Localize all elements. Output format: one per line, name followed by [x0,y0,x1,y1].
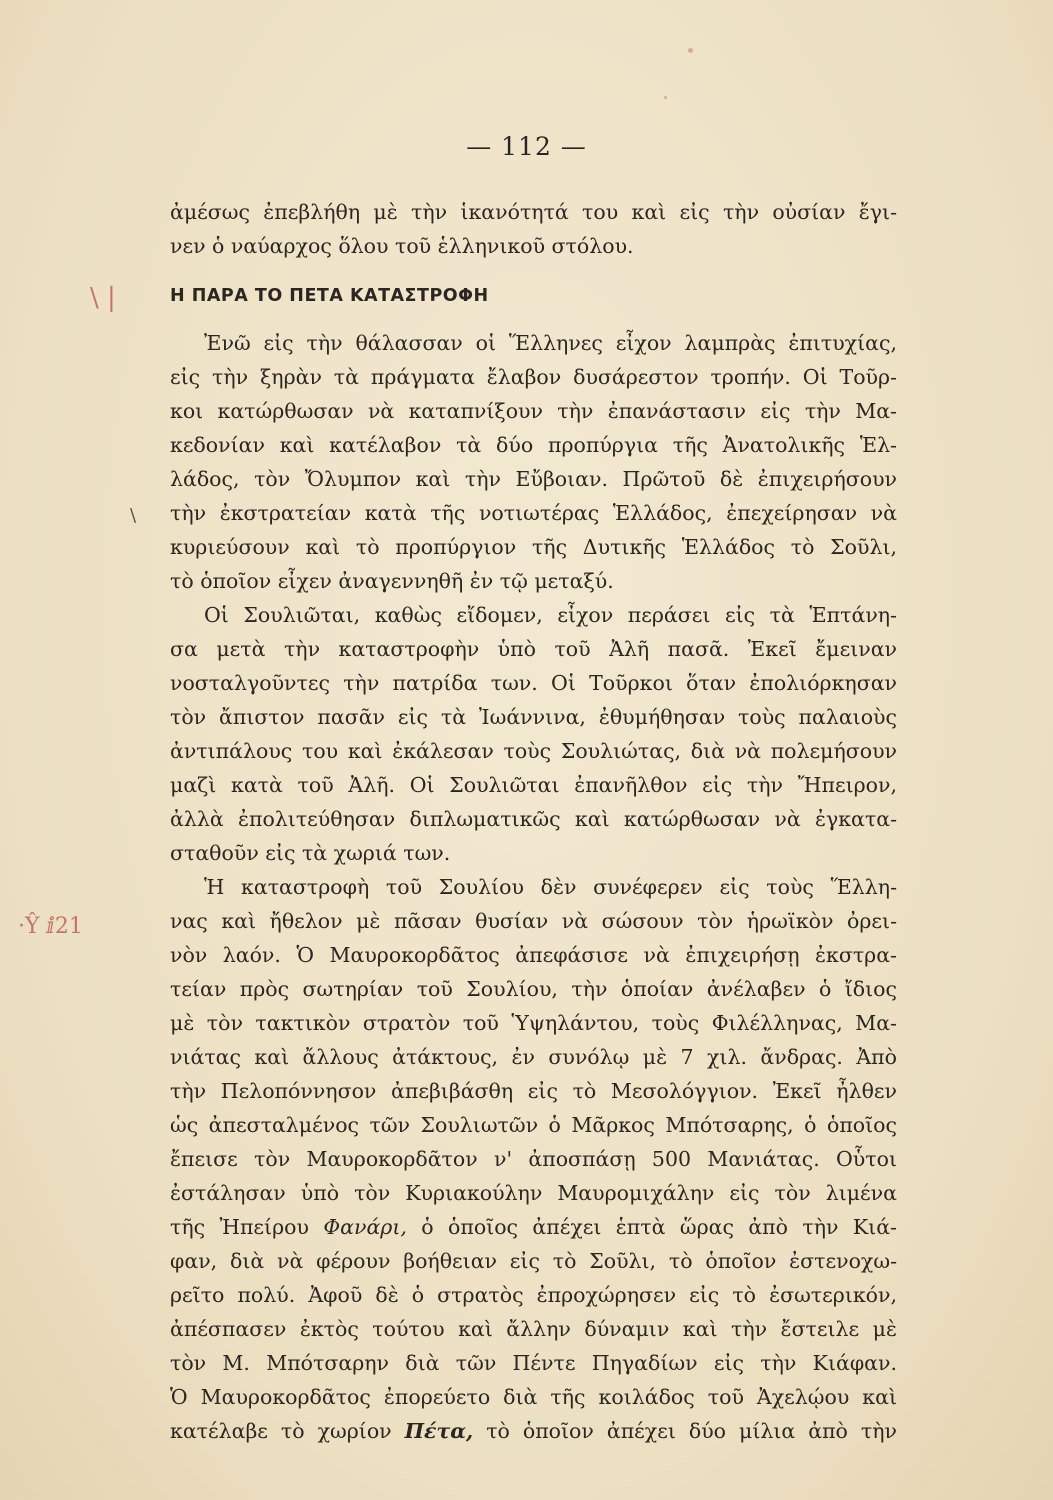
text-line: Οἱ Σουλιῶται, καθὼς εἴδομεν, εἶχον περάσει εἰς τὰ Ἑπτάνη- [204,603,897,627]
text-line: ρεῖτο πολύ. Ἀφοῦ δὲ ὁ στρατὸς ἐπροχώρησεν εἰς τὸ ἐσωτερικόν, [170,1283,897,1307]
text-line: φαν, διὰ νὰ φέρουν βοήθειαν εἰς τὸ Σοῦλι, τὸ ὁποῖον ἐστενοχω- [170,1249,897,1273]
text-line: τὸν Μ. Μπότσαρην διὰ τῶν Πέντε Πηγαδίων εἰς τὴν Κιάφαν. [170,1351,897,1375]
text-line: Ἡ καταστροφὴ τοῦ Σουλίου δὲν συνέφερεν εἰς τοὺς Ἕλλη- [204,875,897,899]
text-line: ὡς ἀπεσταλμένος τῶν Σουλιωτῶν ὁ Μᾶρκος Μπότσαρης, ὁ ὁποῖος [170,1113,897,1137]
text-line: τὴν ἐκστρατείαν κατὰ τῆς νοτιωτέρας Ἑλλάδος, ἐπεχείρησαν νὰ [170,501,897,525]
text-line: νὸν λαόν. Ὁ Μαυροκορδᾶτος ἀπεφάσισε νὰ ἐπιχειρήσῃ ἐκστρα- [170,943,897,967]
paper-speck [664,96,667,99]
bold-place-name: Πέτα, [404,1419,474,1443]
text-line: ἀπέσπασεν ἐκτὸς τούτου καὶ ἄλλην δύναμιν καὶ τὴν ἔστειλε μὲ [170,1317,897,1341]
text-line: ἔπεισε τὸν Μαυροκορδᾶτον ν' ἀποσπάσῃ 500 Μανιάτας. Οὗτοι [170,1147,897,1171]
text-line-with-italic [170,1210,897,1244]
text-line: τὸν ἄπιστον πασᾶν εἰς τὰ Ἰωάννινα, ἐθυμήθησαν τοὺς παλαιοὺς [170,705,897,729]
text-line: κυριεύσουν καὶ τὸ προπύργιον τῆς Δυτικῆς Ἑλλάδος τὸ Σοῦλι, [170,535,897,559]
text-line: λάδος, τὸν Ὄλυμπον καὶ τὴν Εὔβοιαν. Πρῶτοῦ δὲ ἐπιχειρήσουν [170,467,897,491]
continuation-paragraph [170,195,897,263]
text-line: νοσταλγοῦντες τὴν πατρίδα των. Οἱ Τοῦρκοι ὅταν ἐπολιόρκησαν [170,671,897,695]
italic-place-name: Φανάρι, [323,1215,407,1239]
text-fragment: τὸ ὁποῖον ἀπέχει δύο μίλια ἀπὸ τὴν [486,1419,897,1443]
paper-speck [688,48,693,53]
text-line: ἀντιπάλους του καὶ ἐκάλεσαν τοὺς Σουλιώτας, διὰ νὰ πολεμήσουν [170,739,897,763]
text-line: τὴν Πελοπόννησον ἀπεβιβάσθη εἰς τὸ Μεσολόγγιον. Ἐκεῖ ἦλθεν [170,1079,897,1103]
text-line: Ὁ Μαυροκορδᾶτος ἐπορεύετο διὰ τῆς κοιλάδος τοῦ Ἀχελῴου καὶ [170,1385,897,1409]
text-line: τείαν πρὸς σωτηρίαν τοῦ Σουλίου, τὴν ὁποίαν ἀνέλαβεν ὁ ἴδιος [170,977,897,1001]
text-line: ἀλλὰ ἐπολιτεύθησαν διπλωματικῶς καὶ κατώρθωσαν νὰ ἐγκατα- [170,807,897,831]
section-body [170,326,897,1448]
text-line: σταθοῦν εἰς τὰ χωριά των. [170,841,451,865]
text-fragment: κατέλαβε τὸ χωρίον [170,1419,392,1443]
margin-annotation: ·Ŷ ⅈ21 [18,914,83,939]
text-line: κοι κατώρθωσαν νὰ καταπνίξουν τὴν ἐπανάστασιν εἰς τὴν Μα- [170,399,897,423]
text-fragment: ὁ ὁποῖος ἀπέχει ἑπτὰ ὥρας ἀπὸ τὴν Κιά- [421,1215,897,1239]
text-line: εἰς τὴν ξηρὰν τὰ πράγματα ἔλαβον δυσάρεστον τροπήν. Οἱ Τοῦρ- [170,365,897,389]
text-line: Ἐνῶ εἰς τὴν θάλασσαν οἱ Ἕλληνες εἶχον λαμπρὰς ἐπιτυχίας, [204,331,897,355]
margin-annotation: \ [130,505,137,526]
text-line: νας καὶ ἤθελον μὲ πᾶσαν θυσίαν νὰ σώσουν τὸν ἡρωϊκὸν ὀρει- [170,909,897,933]
text-line: κεδονίαν καὶ κατέλαβον τὰ δύο προπύργια τῆς Ἀνατολικῆς Ἑλ- [170,433,897,457]
text-line: τὸ ὁποῖον εἶχεν ἀναγεννηθῆ ἐν τῷ μεταξύ. [170,569,614,593]
text-line-with-bold [170,1414,897,1448]
text-line: ἐστάλησαν ὑπὸ τὸν Κυριακούλην Μαυρομιχάλην εἰς τὸν λιμένα [170,1181,897,1205]
page-number: — 112 — [466,132,587,161]
text-line: μὲ τὸν τακτικὸν στρατὸν τοῦ Ὑψηλάντου, τοὺς Φιλέλληνας, Μα- [170,1011,897,1035]
text-fragment: τῆς Ἠπείρου [170,1215,309,1239]
section-heading: Η ΠΑΡΑ ΤΟ ΠΕΤΑ ΚΑΤΑΣΤΡΟΦΗ [170,286,489,306]
text-line: ἀμέσως ἐπεβλήθη μὲ τὴν ἱκανότητά του καὶ εἰς τὴν οὐσίαν ἔγι- [170,200,897,224]
text-line: μαζὶ κατὰ τοῦ Ἀλῆ. Οἱ Σουλιῶται ἐπανῆλθον εἰς τὴν Ἤπειρον, [170,773,897,797]
margin-annotation: \ | [90,283,116,313]
text-line: σα μετὰ τὴν καταστροφὴν ὑπὸ τοῦ Ἀλῆ πασᾶ. Ἐκεῖ ἔμειναν [170,637,897,661]
text-line: νιάτας καὶ ἄλλους ἀτάκτους, ἐν συνόλῳ μὲ 7 χιλ. ἄνδρας. Ἀπὸ [170,1045,897,1069]
text-line: νεν ὁ ναύαρχος ὅλου τοῦ ἑλληνικοῦ στόλου. [170,234,634,258]
